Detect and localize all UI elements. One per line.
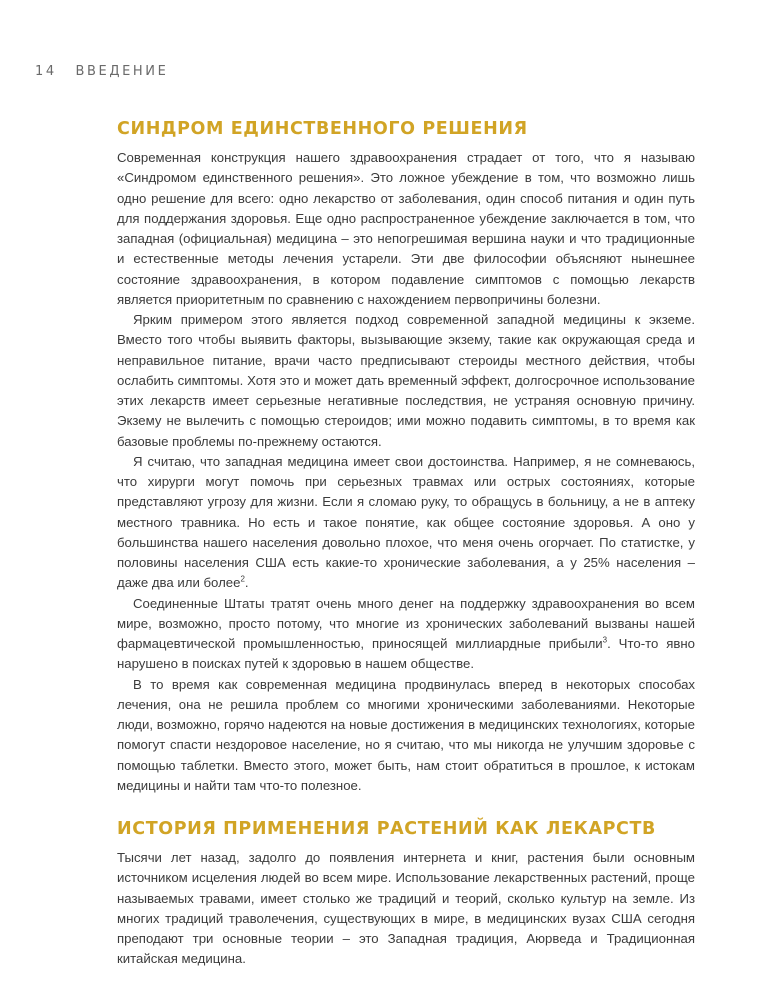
- paragraph: Современная конструкция нашего здравоохранения страдает от того, что я называю «Синдромом единственного решения». Это ложное убеждение в том, что возможно лишь одно решение для всего: одно лекарство от заболевания, один способ питания и один путь для поддержания здоровья. Еще одно распространенное убеждение заключается в том, что западная (официальная) медицина – это непогрешимая вершина науки и что традиционные и естественные методы лечения устарели. Эти две философии объясняют нынешнее состояние здравоохранения, в котором подавление симптомов с помощью лекарств является приоритетным по сравнению с нахождением первопричины болезни.: [117, 150, 695, 307]
- paragraph: В то время как современная медицина продвинулась вперед в некоторых способах лечения, она не решила проблем со многими хроническими заболеваниями. Некоторые люди, возможно, горячо надеются на новые достижения в медицинских технологиях, которые помогут спасти нездоровое население, но я считаю, что мы никогда не улучшим здоровье с помощью таблетки. Вместо этого, может быть, нам стоит обратиться в прошлое, к истокам медицины и найти там что-то полезное.: [117, 676, 695, 793]
- running-head: [35, 64, 168, 79]
- paragraph: Ярким примером этого является подход современной западной медицины к экземе. Вместо того чтобы выявить факторы, вызывающие экзему, такие как окружающая среда и неправильное питание, врачи часто предписывают стероиды местного действия, чтобы ослабить симптомы. Хотя это и может дать временный эффект, долгосрочное использование этих лекарств имеет серьезные негативные последствия, не устраняя основную причину. Экзему не вылечить с помощью стероидов; ими можно подавить симптомы, в то время как базовые проблемы по-прежнему остаются.: [117, 312, 695, 449]
- paragraph: Тысячи лет назад, задолго до появления интернета и книг, растения были основным источником исцеления людей во всем мире. Использование лекарственных растений, проще называемых травами, имеет столько же традиций и теорий, сколько культур на земле. Из многих традиций траволечения, существующих в мире, в медицинских вузах США сегодня преподают три основные теории – это Западная традиция, Аюрведа и Традиционная китайская медицина.: [117, 850, 695, 967]
- paragraph: Я считаю, что западная медицина имеет свои достоинства. Например, я не сомневаюсь, что хирурги могут помочь при серьезных травмах или острых состояниях, которые представляют угрозу для жизни. Если я сломаю руку, то обращусь в больницу, а не в аптеку местного травника. Но есть и такое понятие, как общее состояние здоровья. А оно у большинства нашего населения довольно плохое, что меня очень огорчает. По статистке, у половины населения США есть какие-то хронические заболевания, а у 25% населения – даже два или более$^2$.: [117, 453, 695, 591]
- paragraph: Соединенные Штаты тратят очень много денег на поддержку здравоохранения во всем мире, возможно, просто потому, что многие из хронических заболеваний вызваны нашей фармацевтической промышленностью, приносящей миллиардные прибыли$^3$. Что-то явно нарушено в поисках путей к здоровью в нашем обществе.: [117, 595, 695, 672]
- section-heading-plant-history: ИСТОРИЯ ПРИМЕНЕНИЯ РАСТЕНИЙ КАК ЛЕКАРСТВ: [117, 819, 656, 839]
- page-number: 14: [35, 64, 57, 79]
- footnote-ref: 3: [602, 635, 608, 645]
- main-content: [117, 118, 695, 970]
- chapter-title: ВВЕДЕНИЕ: [75, 64, 169, 79]
- footnote-ref: 2: [240, 574, 245, 584]
- section-heading-single-solution: СИНДРОМ ЕДИНСТВЕННОГО РЕШЕНИЯ: [117, 119, 528, 139]
